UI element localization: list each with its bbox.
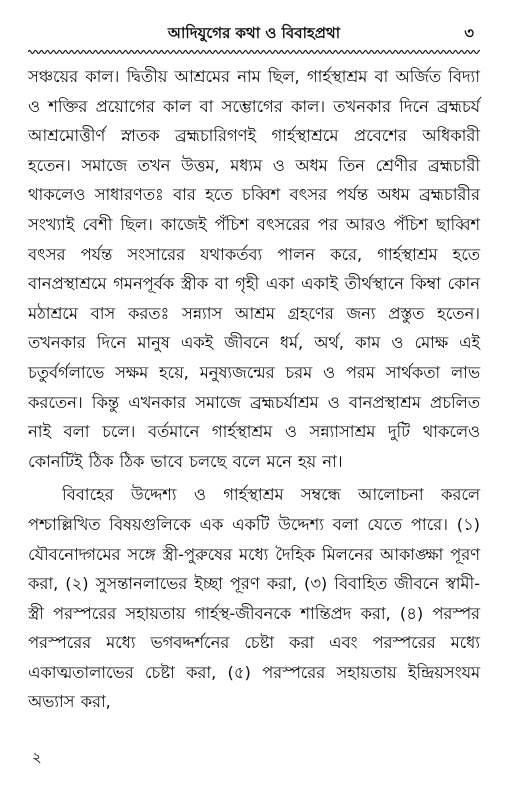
header-wavy-rule [28, 48, 480, 56]
wavy-rule-graphic [28, 48, 480, 56]
paragraph-1: সঞ্চয়ের কাল। দ্বিতীয় আশ্রমের নাম ছিল, গার্হস্থাশ্রম বা অর্জিত বিদ্যা ও শক্তির প্রয়োগের কাল বা সম্ভোগের কাল। তখনকার দিনে ব্রহ্মচর্য আশ্রমোত্তীর্ণ স্নাতক ব্রহ্মচারিগণই গার্হস্থাশ্রমে প্রবেশের অধিকারী হতেন। সমাজে তখন উত্তম, মধ্যম ও অধম তিন শ্রেণীর ব্রহ্মচারী থাকলেও সাধারণতঃ বার হতে চব্বিশ বৎসর পর্যন্ত অধম ব্রহ্মচারীর সংখ্যাই বেশী ছিল। কাজেই পঁচিশ বৎসরের পর আরও পঁচিশ ছাব্বিশ বৎসর পর্যন্ত সংসারের যথাকর্তব্য পালন করে, গার্হস্থাশ্রম হতে বানপ্রস্থাশ্রমে গমনপূর্বক স্ত্রীক বা গৃহী একা একাই তীর্থস্থানে কিম্বা কোন মঠাশ্রমে বাস করতঃ সন্ন্যাস আশ্রম গ্রহণের জন্য প্রস্তুত হতেন। তখনকার দিনে মানুষ একই জীবনে ধর্ম, অর্থ, কাম ও মোক্ষ এই চতুর্বর্গলাভে সক্ষম হয়ে, মনুষ্যজন্মের চরম ও পরম সার্থকতা লাভ করতেন। কিন্তু এখনকার সমাজে ব্রহ্মচর্যাশ্রম ও বানপ্রস্থাশ্রম প্রচলিত নাই বলা চলে। বর্তমানে গার্হস্থাশ্রম ও সন্ন্যাসাশ্রম দুটি থাকলেও কোনটিই ঠিক ঠিক ভাবে চলছে বলে মনে হয় না। [28, 67, 480, 471]
running-header [28, 22, 480, 46]
footer-page-number: ২ [32, 748, 42, 766]
paragraph-2: বিবাহের উদ্দেশ্য ও গার্হস্থাশ্রম সম্বন্ধে আলোচনা করলে পশ্চাল্লিখিত বিষয়গুলিকে এক একটি উদ্দেশ্য বলা যেতে পারে। (১) যৌবনোদ্গমের সঙ্গে স্ত্রী-পুরুষের মধ্যে দৈহিক মিলনের আকাঙ্ক্ষা পূরণ করা, (২) সুসন্তানলাভের ইচ্ছা পূরণ করা, (৩) বিবাহিত জীবনে স্বামী-স্ত্রী পরস্পরের সহায়তায় গার্হস্থ-জীবনকে শান্তিপ্রদ করা, (৪) পরস্পর পরস্পরের মধ্যে ভগবদ্দর্শনের চেষ্টা করা এবং পরস্পরের মধ্যে একাত্মতালাভের চেষ্টা করা, (৫) পরস্পরের সহায়তায় ইন্দ্রিয়সংযম অভ্যাস করা, [28, 485, 480, 712]
body-text [28, 62, 480, 717]
header-title: আদিযুগের কথা ও বিবাহপ্রথা [167, 24, 341, 42]
header-page-number: ৩ [464, 24, 474, 42]
